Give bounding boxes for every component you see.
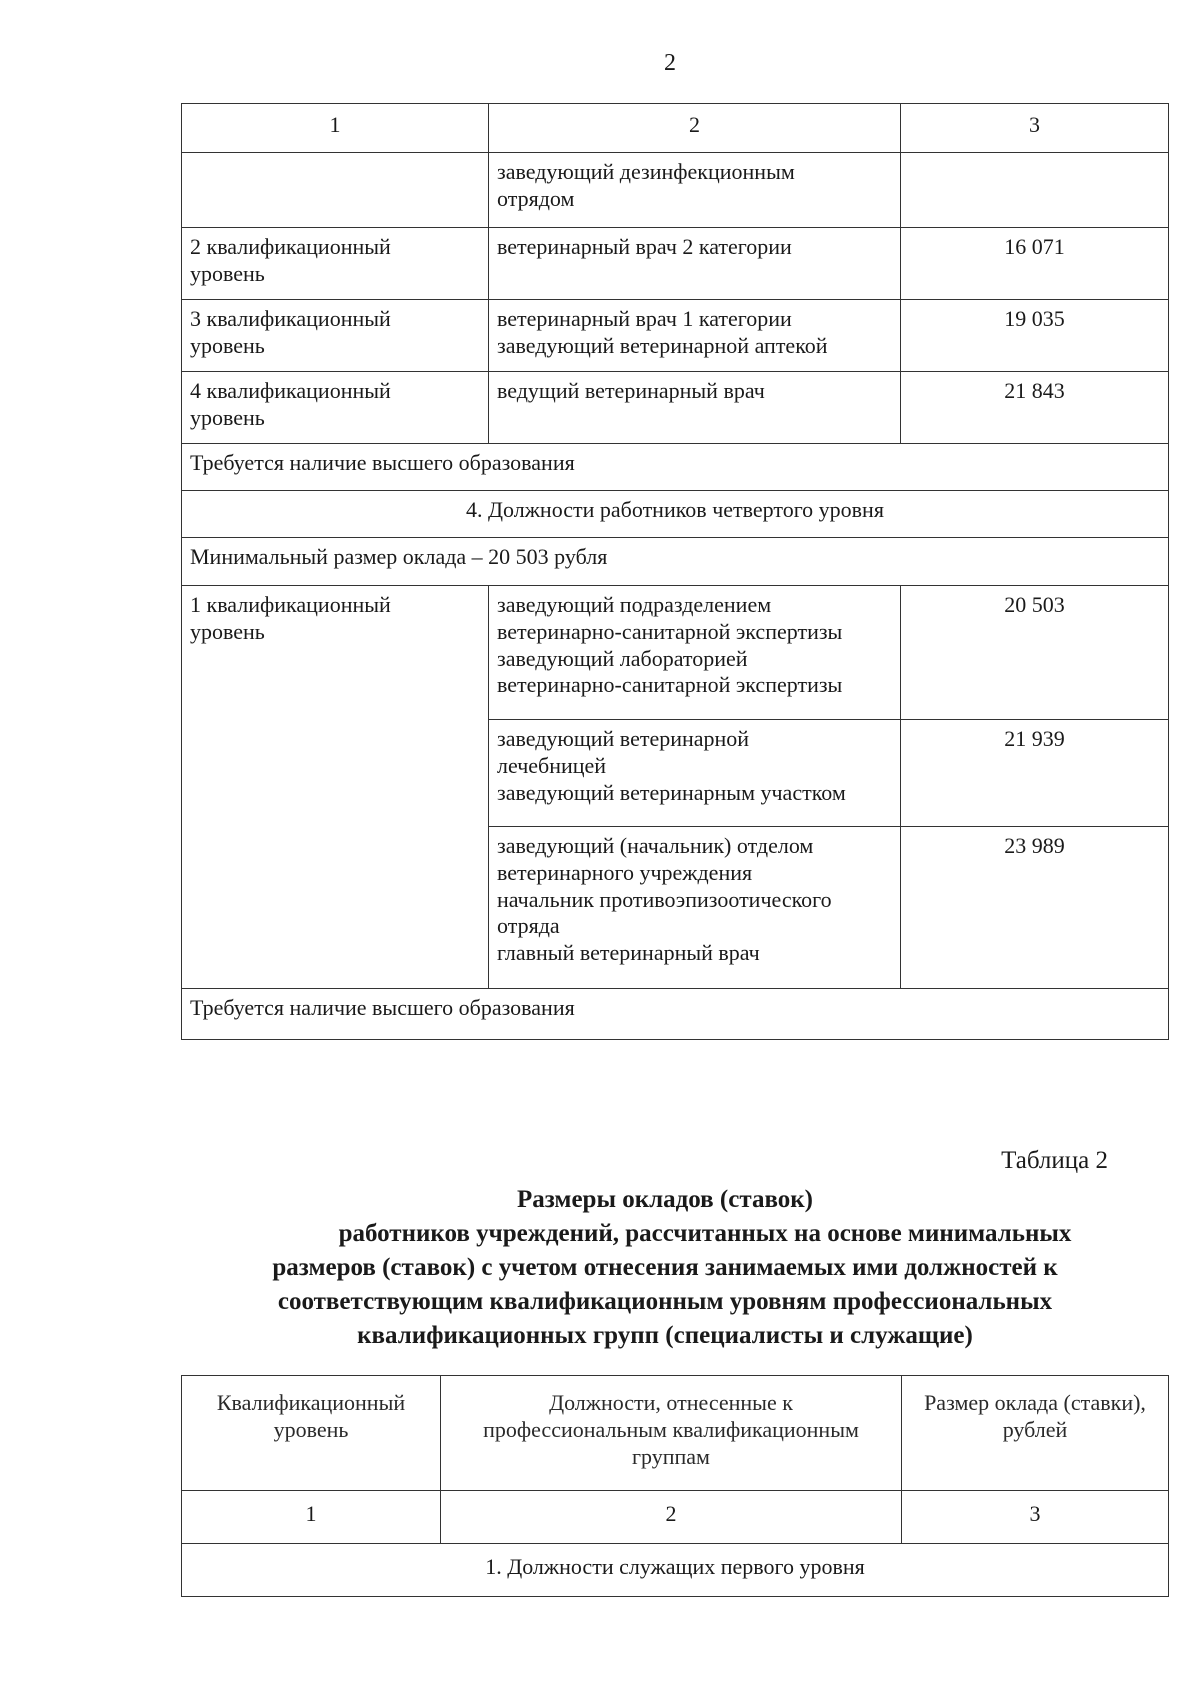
salary-table-continued [181,103,1169,1040]
position-cell: заведующий подразделением ветеринарно-санитарной экспертизы заведующий лабораторией ветеринарно-санитарной экспертизы [489,586,901,720]
salary-cell: 21 843 [901,372,1169,444]
salary-cell: 23 989 [901,827,1169,989]
table-row [182,153,1169,228]
column-number: 2 [441,1491,902,1544]
column-number-row [182,1491,1169,1544]
position-cell: ветеринарный врач 2 категории [489,228,901,300]
salary-cell: 16 071 [901,228,1169,300]
salary-cell: 19 035 [901,300,1169,372]
table-header-row [182,1376,1169,1491]
table-row [182,586,1169,720]
salary-cell [901,153,1169,228]
section-title-row [182,491,1169,538]
column-header: Должности, отнесенные к профессиональным квалификационным группам [441,1376,902,1491]
column-number: 1 [182,1491,441,1544]
section-title-cell: 1. Должности служащих первого уровня [182,1544,1169,1597]
requirement-cell: Требуется наличие высшего образования [182,989,1169,1040]
table-title-line: соответствующим квалификационным уровням профессиональных [277,1288,1053,1315]
position-cell: ведущий ветеринарный врач [489,372,901,444]
table-title-line: размеров (ставок) с учетом отнесения занимаемых ими должностей к [272,1254,1058,1281]
table-row [182,300,1169,372]
position-cell: заведующий (начальник) отделом ветеринарного учреждения начальник противоэпизоотического отряда главный ветеринарный врач [489,827,901,989]
level-cell [182,153,489,228]
section-title-cell: 4. Должности работников четвертого уровня [182,491,1169,538]
column-number: 2 [489,104,901,153]
column-header: Размер оклада (ставки), рублей [902,1376,1169,1491]
salary-cell: 21 939 [901,720,1169,827]
min-salary-cell: Минимальный размер оклада – 20 503 рубля [182,538,1169,586]
requirement-row [182,444,1169,491]
column-header: Квалификационный уровень [182,1376,441,1491]
position-cell: заведующий дезинфекционным отрядом [489,153,901,228]
table-title [175,1183,1155,1353]
column-number: 1 [182,104,489,153]
position-cell: ветеринарный врач 1 категории заведующий ветеринарной аптекой [489,300,901,372]
table-header-row [182,104,1169,153]
table-row [182,372,1169,444]
table-title-line: работников учреждений, рассчитанных на основе минимальных [338,1220,1072,1247]
column-number: 3 [901,104,1169,153]
level-cell: 2 квалификационный уровень [182,228,489,300]
position-cell: заведующий ветеринарной лечебницей заведующий ветеринарным участком [489,720,901,827]
requirement-cell: Требуется наличие высшего образования [182,444,1169,491]
level-cell: 3 квалификационный уровень [182,300,489,372]
level-cell: 4 квалификационный уровень [182,372,489,444]
salary-table-2 [181,1375,1169,1597]
table-label: Таблица 2 [1001,1147,1108,1174]
level-cell: 1 квалификационный уровень [182,586,489,989]
requirement-row [182,989,1169,1040]
salary-cell: 20 503 [901,586,1169,720]
section-title-row [182,1544,1169,1597]
table-row [182,228,1169,300]
table-title-line: квалификационных групп (специалисты и служащие) [357,1322,973,1349]
table-title-line: Размеры окладов (ставок) [516,1186,814,1213]
column-number: 3 [902,1491,1169,1544]
min-salary-row [182,538,1169,586]
page-number: 2 [664,50,676,76]
